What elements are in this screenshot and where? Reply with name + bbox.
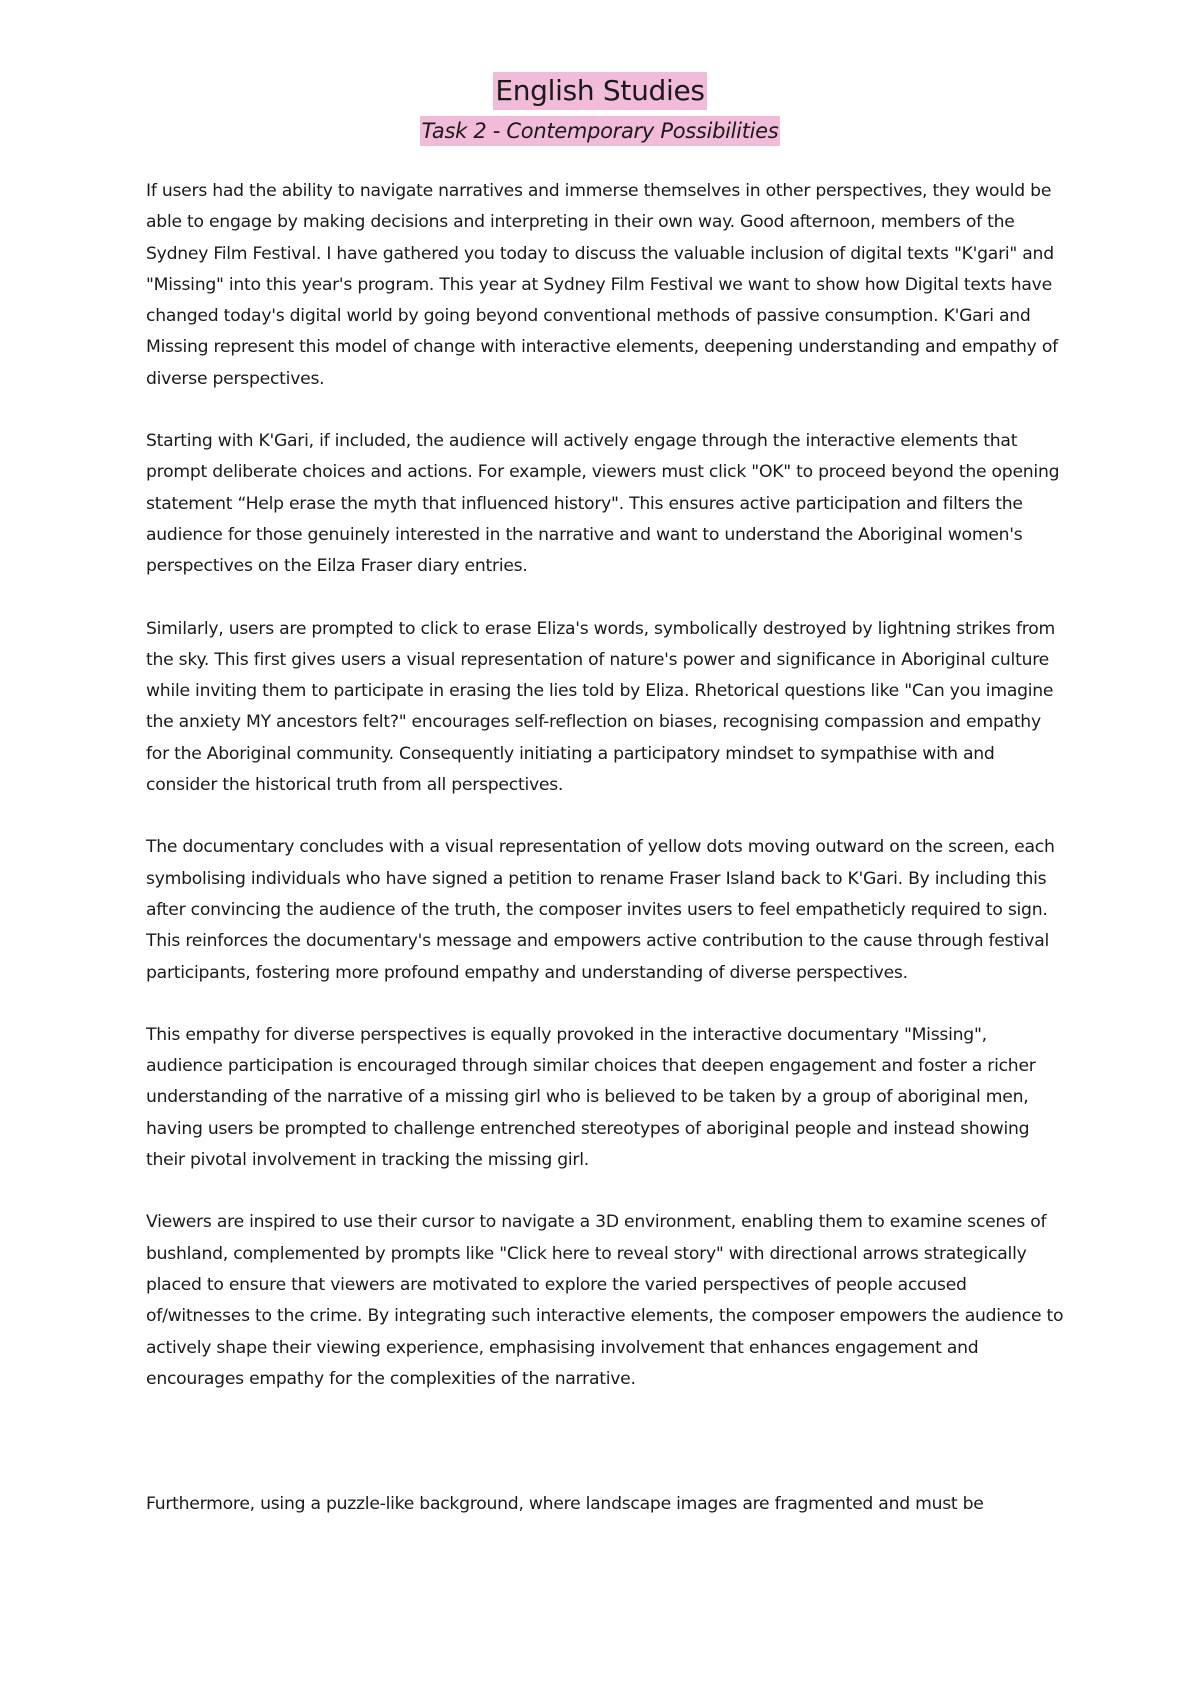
body-text (146, 176, 1066, 1551)
paragraph-3d-environment: Viewers are inspired to use their cursor to navigate a 3D environment, enabling them to examine scenes of bushland, complemented by prompts like "Click here to reveal story" with directional arrows strategically placed to ensure that viewers are motivated to explore the varied perspectives of people accused of/witnesses to the crime. By integrating such interactive elements, the composer empowers the audience to actively shape their viewing experience, emphasising involvement that enhances engagement and encourages empathy for the complexities of the narrative. (146, 1212, 1064, 1389)
paragraph-kgari-engagement: Starting with K'Gari, if included, the audience will actively engage through the interactive elements that prompt deliberate choices and actions. For example, viewers must click "OK" to proceed beyond the opening statement “Help erase the myth that influenced history". This ensures active participation and filters the audience for those genuinely interested in the narrative and want to understand the Aboriginal women's perspectives on the Eilza Fraser diary entries. (146, 431, 1060, 577)
paragraph-documentary-conclusion: The documentary concludes with a visual representation of yellow dots moving outward on the screen, each symbolising individuals who have signed a petition to rename Fraser Island back to K'Gari. By including this after convincing the audience of the truth, the composer invites users to feel empatheticly required to sign. This reinforces the documentary's message and empowers active contribution to the cause through festival participants, fostering more profound empathy and understanding of diverse perspectives. (146, 837, 1055, 983)
page-subtitle: Task 2 - Contemporary Possibilities (420, 116, 781, 146)
paragraph-missing-intro: This empathy for diverse perspectives is equally provoked in the interactive documentary "Missing", audience participation is encouraged through similar choices that deepen engagement and foster a richer understanding of the narrative of a missing girl who is believed to be taken by a group of aboriginal men, having users be prompted to challenge entrenched stereotypes of aboriginal people and instead showing their pivotal involvement in tracking the missing girl. (146, 1024, 1036, 1171)
paragraph-puzzle-background: Furthermore, using a puzzle-like background, where landscape images are fragmented and must be (146, 1494, 984, 1515)
paragraph-intro: If users had the ability to navigate narratives and immerse themselves in other perspectives, they would be able to engage by making decisions and interpreting in their own way. Good afternoon, members of the Sydney Film Festival. I have gathered you today to discuss the valuable inclusion of digital texts "K'gari" and "Missing" into this year's program. This year at Sydney Film Festival we want to show how Digital texts have changed today's digital world by going beyond conventional methods of passive consumption. K'Gari and Missing represent this model of change with interactive elements, deepening understanding and empathy of diverse perspectives. (146, 181, 1058, 389)
header (0, 72, 1200, 146)
paragraph-erase-words: Similarly, users are prompted to click to erase Eliza's words, symbolically destroyed by lightning strikes from the sky. This first gives users a visual representation of nature's power and significance in Aboriginal culture while inviting them to participate in erasing the lies told by Eliza. Rhetorical questions like "Can you imagine the anxiety MY ancestors felt?" encourages self-reflection on biases, recognising compassion and empathy for the Aboriginal community. Consequently initiating a participatory mindset to sympathise with and consider the historical truth from all perspectives. (146, 618, 1055, 796)
page-title: English Studies (493, 72, 706, 110)
